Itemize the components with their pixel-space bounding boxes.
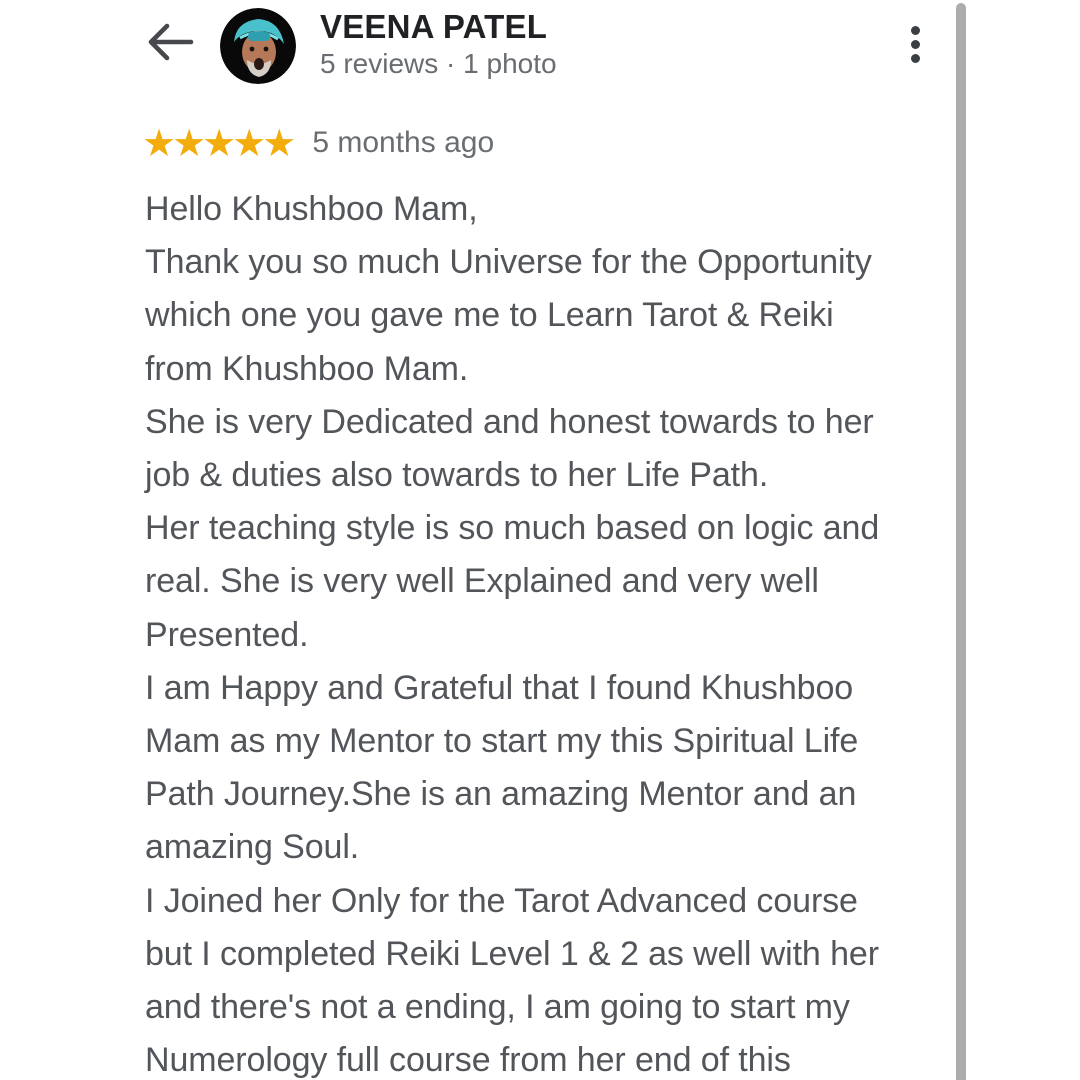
review-text-line: job & duties also towards to her Life Path. <box>145 456 769 495</box>
back-arrow-icon <box>145 53 195 68</box>
review-text-line: from Khushboo Mam. <box>145 349 469 388</box>
review-text-line: I am Happy and Grateful that I found Khushboo <box>145 668 854 707</box>
reviewer-name: VEENA PATEL <box>320 8 548 45</box>
three-dot-menu-icon <box>911 26 920 63</box>
review-text-line: Her teaching style is so much based on logic and <box>145 509 880 548</box>
review-text-line: Thank you so much Universe for the Opportunity <box>145 243 872 282</box>
review-text-line: and there's not a ending, I am going to start my <box>145 988 850 1027</box>
review-text-line: Hello Khushboo Mam, <box>145 190 478 228</box>
review-text-line: Mam as my Mentor to start my this Spiritual Life <box>145 722 859 761</box>
avatar[interactable] <box>220 8 296 84</box>
review-text-line: which one you gave me to Learn Tarot & Reiki <box>145 296 834 335</box>
review-text-line: real. She is very well Explained and very well <box>145 562 819 601</box>
review-text-line: Path Journey.She is an amazing Mentor and an <box>145 775 857 814</box>
review-text-line: She is very Dedicated and honest towards to her <box>145 402 874 441</box>
back-button[interactable] <box>140 14 200 70</box>
review-text-line: but I completed Reiki Level 1 & 2 as well with her <box>145 934 879 973</box>
review-text-line: amazing Soul. <box>145 828 360 867</box>
review-text <box>145 183 975 1080</box>
review-age: 5 months ago <box>312 126 495 159</box>
review-text-line: Numerology full course from her end of this <box>145 1041 791 1080</box>
overflow-menu-button[interactable] <box>893 16 937 72</box>
review-text-line: Presented. <box>145 615 309 654</box>
star-rating: ★★★★★ <box>142 121 293 165</box>
reviewer-stats: 5 reviews · 1 photo <box>320 48 557 79</box>
rating-row <box>142 120 494 166</box>
reviewer-info <box>320 8 557 80</box>
review-text-line: I Joined her Only for the Tarot Advanced course <box>145 881 858 920</box>
